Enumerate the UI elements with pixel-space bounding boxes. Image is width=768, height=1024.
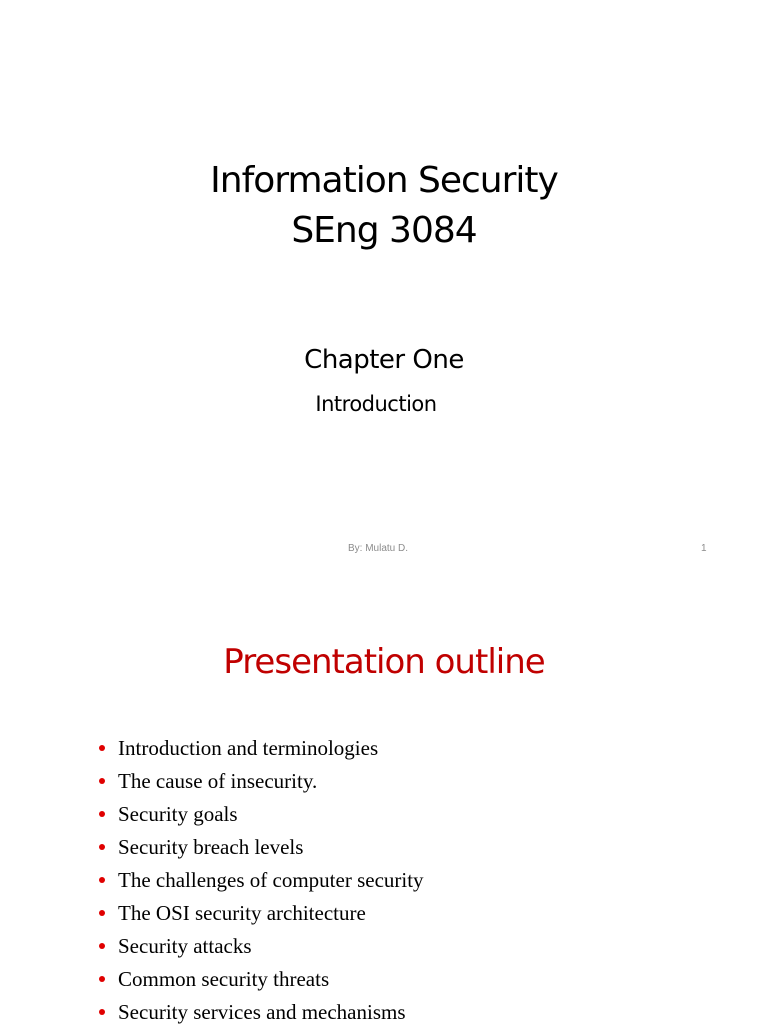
bullet-icon (99, 811, 105, 817)
list-item-text: The OSI security architecture (118, 901, 366, 925)
list-item-text: Security services and mechanisms (118, 1000, 406, 1024)
list-item-text: Common security threats (118, 967, 330, 991)
list-item-text: Introduction and terminologies (118, 736, 379, 760)
list-item (97, 1000, 424, 1024)
list-item (97, 868, 424, 901)
bullet-icon (99, 910, 105, 916)
list-item-text: The cause of insecurity. (118, 769, 318, 793)
outline-list (97, 736, 424, 1024)
chapter-title: Chapter One (304, 345, 464, 375)
list-item (97, 934, 424, 967)
course-code: SEng 3084 (291, 210, 477, 251)
list-item (97, 901, 424, 934)
bullet-icon (99, 844, 105, 850)
list-item (97, 802, 424, 835)
list-item-text: Security attacks (118, 934, 252, 958)
bullet-icon (99, 943, 105, 949)
outline-slide (0, 576, 768, 1024)
bullet-icon (99, 745, 105, 751)
list-item-text: Security breach levels (118, 835, 304, 859)
bullet-icon (99, 1009, 105, 1015)
list-item (97, 835, 424, 868)
list-item (97, 769, 424, 802)
bullet-icon (99, 976, 105, 982)
footer-author: By: Mulatu D. (348, 543, 409, 554)
slide-title: Information Security (210, 160, 558, 201)
outline-heading: Presentation outline (223, 642, 545, 682)
bullet-icon (99, 778, 105, 784)
page-number: 1 (701, 543, 707, 554)
list-item (97, 967, 424, 1000)
list-item-text: The challenges of computer security (118, 868, 424, 892)
list-item-text: Security goals (118, 802, 238, 826)
chapter-subtitle: Introduction (315, 392, 437, 416)
list-item (97, 736, 424, 769)
bullet-icon (99, 877, 105, 883)
